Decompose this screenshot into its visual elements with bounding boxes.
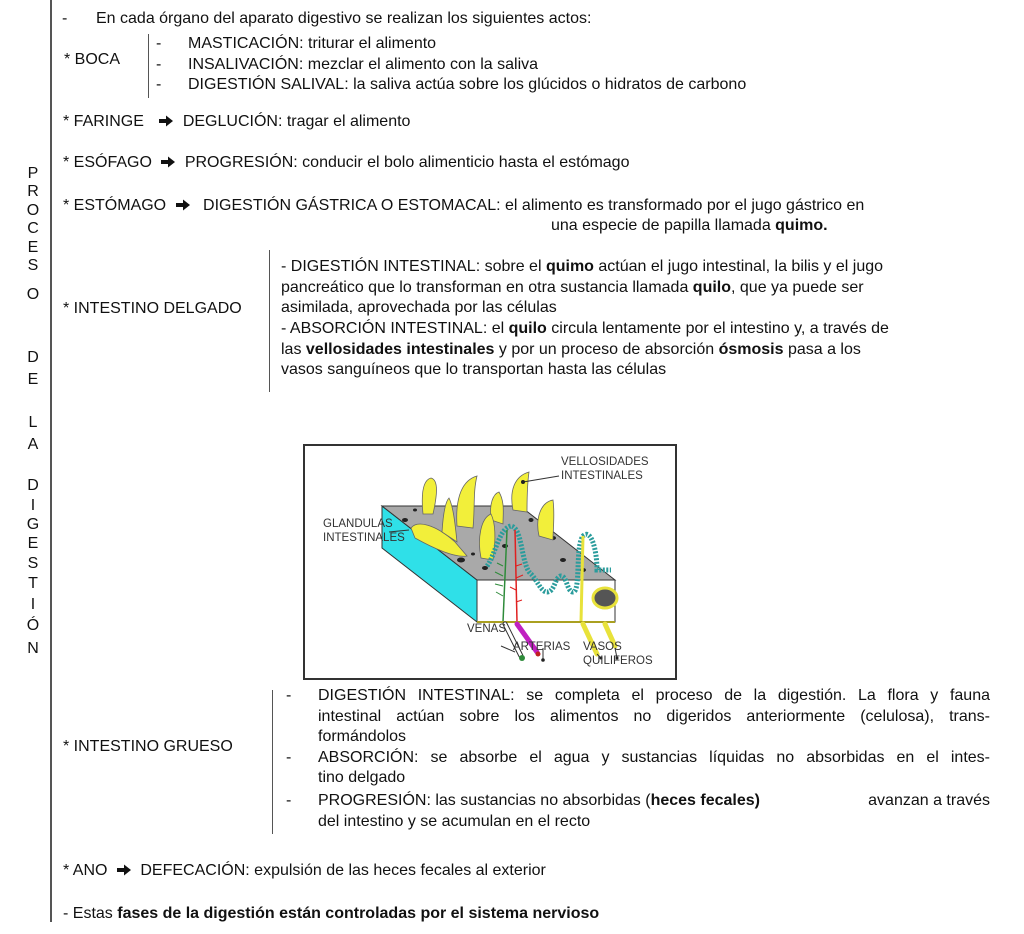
grueso-bracket-line [272,690,273,834]
footer-note [63,904,599,924]
text-span: PROGRESIÓN: las sustancias no absorbidas ( [318,792,651,809]
list-bullet: - [156,76,162,93]
faringe-row [63,112,410,132]
main-bracket-line [50,0,52,922]
side-letter: A [27,436,39,453]
esofago-row [63,153,629,173]
label-venas: VENAS [467,623,506,635]
villus [457,476,477,528]
right-arrow-icon [160,156,176,168]
text-span: pancreático que lo transforman en otra sustancia llamada [281,279,693,296]
grueso-line: intestinal actúan sobre los alimentos no digeridos anteriormente (celulosa), trans- [318,708,990,725]
term-quimo: quimo. [775,217,828,234]
villus [538,500,554,540]
side-letter: N [27,640,39,657]
intro-bullet: - [62,10,68,27]
intro-text: En cada órgano del aparato digestivo se realizan los siguientes actos: [96,10,592,27]
delgado-line: vasos sanguíneos que lo transportan hasta las células [281,361,667,378]
organ-estomago: * ESTÓMAGO [63,197,167,214]
right-arrow-icon [116,864,132,876]
label-vellosidades: INTESTINALES [561,470,643,482]
list-bullet: - [286,749,292,766]
ano-row [63,861,546,881]
text-span: circula lentamente por el intestino y, a través de [546,320,889,337]
delgado-bracket-line [269,250,270,392]
side-letter: R [27,183,39,200]
list-item: MASTICACIÓN: triturar el alimento [188,35,437,52]
term-quilo: quilo [508,320,547,337]
side-letter: O [26,286,40,303]
side-letter: T [28,575,38,592]
label-vasos-quiliferos: QUILIFEROS [583,655,653,667]
list-item: DIGESTIÓN SALIVAL: la saliva actúa sobre los glúcidos o hidratos de carbono [188,76,747,93]
side-letter: S [27,257,39,274]
text-span: actúan el jugo intestinal, la bilis y el jugo [593,258,884,275]
delgado-line: asimilada, aprovechada por las células [281,299,557,316]
label-vellosidades: VELLOSIDADES [561,456,649,468]
organ-boca: * BOCA [64,51,121,68]
text-span: - ABSORCIÓN INTESTINAL: el [281,320,509,337]
list-bullet: - [286,792,292,809]
estomago-line2-text: una especie de papilla llamada [551,217,776,234]
esofago-text: PROGRESIÓN: conducir el bolo alimenticio hasta el estómago [184,154,630,171]
estomago-text: DIGESTIÓN GÁSTRICA O ESTOMACAL: el alimento es transformado por el jugo gástrico en [203,197,865,214]
text-span: , que ya puede ser [731,279,864,296]
grueso-line: del intestino y se acumulan en el recto [318,813,591,830]
estomago-text-line2 [551,216,828,236]
intestinal-villi-figure [303,444,677,680]
villus [512,472,529,512]
side-letter: D [27,349,39,366]
list-bullet: - [156,56,162,73]
delgado-line [281,340,861,360]
text-span: avanzan a través [868,792,990,809]
side-letter: I [30,497,36,514]
grueso-line: formándolos [318,728,407,745]
side-letter: O [26,202,40,219]
term-vellosidades: vellosidades intestinales [305,341,495,358]
organ-esofago: * ESÓFAGO [63,154,152,171]
side-letter: C [27,220,39,237]
text-span: y por un proceso de absorción [494,341,719,358]
organ-intestino-grueso: * INTESTINO GRUESO [63,738,233,755]
side-letter: I [30,596,36,613]
side-letter: P [27,165,39,182]
list-item: INSALIVACIÓN: mezclar el alimento con la saliva [188,56,539,73]
side-letter: E [27,239,39,256]
grueso-line: ABSORCIÓN: se absorbe el agua y sustancias líquidas no absorbidas en el intes- [318,749,990,766]
list-bullet: - [156,35,162,52]
term-heces-fecales: heces fecales) [650,792,760,809]
grueso-line [318,791,990,811]
ano-text: DEFECACIÓN: expulsión de las heces fecales al exterior [140,862,546,879]
side-letter: D [27,477,39,494]
organ-intestino-delgado: * INTESTINO DELGADO [63,300,242,317]
label-arterias: ARTERIAS [513,641,571,653]
term-quimo: quimo [545,258,594,275]
text-span: las [281,341,306,358]
delgado-line [281,257,883,277]
side-letter: S [27,555,39,572]
grueso-line: DIGESTIÓN INTESTINAL: se completa el proceso de la digestión. La flora y fauna [318,687,990,704]
term-osmosis: ósmosis [718,341,784,358]
delgado-line [281,278,864,298]
footer-text: - Estas [63,905,118,922]
label-glandulas: INTESTINALES [323,532,405,544]
estomago-row [63,196,864,216]
lymph-vessel [581,536,583,622]
list-bullet: - [286,687,292,704]
label-glandulas: GLANDULAS [323,518,393,530]
footer-bold-text: fases de la digestión están controladas por el sistema nervioso [117,905,600,922]
lymph-node [593,588,617,608]
faringe-text: DEGLUCIÓN: tragar el alimento [182,113,411,130]
organ-ano: * ANO [63,862,108,879]
side-letter: G [26,516,40,533]
grueso-line: tino delgado [318,769,406,786]
side-letter: E [27,535,39,552]
term-quilo: quilo [692,279,732,296]
label-vasos-quiliferos: VASOS [583,641,622,653]
right-arrow-icon [175,199,191,211]
side-letter: L [28,414,38,431]
text-span [318,791,760,811]
side-letter: Ó [26,617,40,634]
boca-bracket-line [148,34,149,98]
side-letter: E [27,371,39,388]
organ-faringe: * FARINGE [63,113,144,130]
right-arrow-icon [158,115,174,127]
delgado-line [281,319,889,339]
villus [422,478,436,514]
text-span: pasa a los [783,341,861,358]
text-span: - DIGESTIÓN INTESTINAL: sobre el [281,258,546,275]
